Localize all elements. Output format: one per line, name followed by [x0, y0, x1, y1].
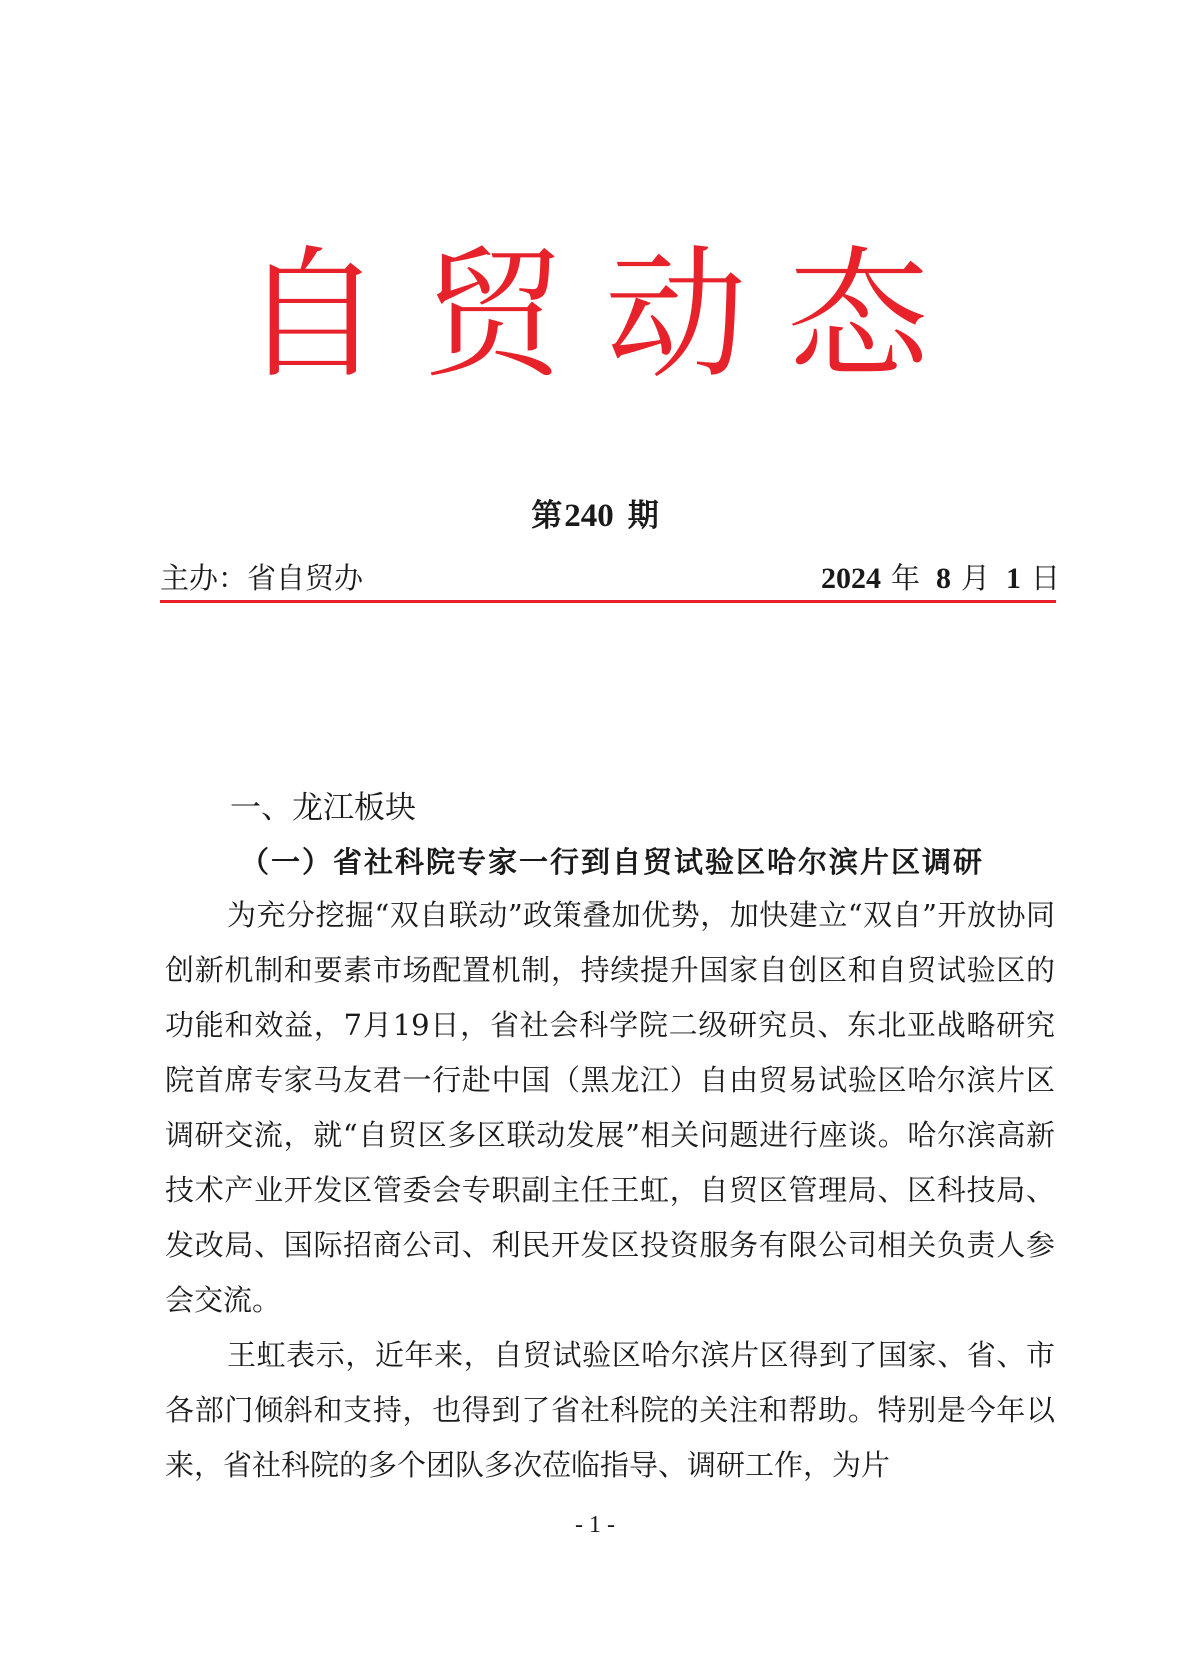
- date-day-unit: 日: [1030, 561, 1060, 595]
- issue-value: 240: [564, 498, 614, 534]
- sponsor-line: 主办：省自贸办: [160, 561, 364, 595]
- issue-prefix: 第: [531, 498, 563, 534]
- issue-date: [821, 556, 1060, 597]
- paragraph-1: 为充分挖掘“双自联动”政策叠加优势，加快建立“双自”开放协同创新机制和要素市场配置机制，持续提升国家自创区和自贸试验区的功能和效益，7月19日，省社会科学院二级研究员、东北亚战略研究院首席专家马友君一行赴中国（黑龙江）自由贸易试验区哈尔滨片区调研交流，就“自贸区多区联动发展”相关问题进行座谈。哈尔滨高新技术产业开发区管委会专职副主任王虹，自贸区管理局、区科技局、发改局、国际招商公司、利民开发区投资服务有限公司相关负责人参会交流。: [165, 898, 1055, 1317]
- issue-suffix: 期: [627, 498, 659, 534]
- section-heading: 一、龙江板块: [230, 790, 416, 826]
- date-day: 1: [1005, 562, 1021, 595]
- issue-number: [0, 490, 1190, 535]
- date-month: 8: [935, 562, 951, 595]
- date-month-unit: 月: [960, 561, 990, 595]
- paragraph-2: 王虹表示，近年来，自贸试验区哈尔滨片区得到了国家、省、市各部门倾斜和支持，也得到了省社科院的关注和帮助。特别是今年以来，省社科院的多个团队多次莅临指导、调研工作，为片: [165, 1338, 1055, 1482]
- date-year: 2024: [820, 562, 881, 595]
- page-number: - 1 -: [575, 1512, 615, 1538]
- header-divider: [160, 600, 1056, 603]
- date-year-unit: 年: [890, 561, 920, 595]
- subsection-heading: （一）省社科院专家一行到自贸试验区哈尔滨片区调研: [240, 845, 985, 879]
- masthead-title: 自贸动态: [241, 233, 969, 398]
